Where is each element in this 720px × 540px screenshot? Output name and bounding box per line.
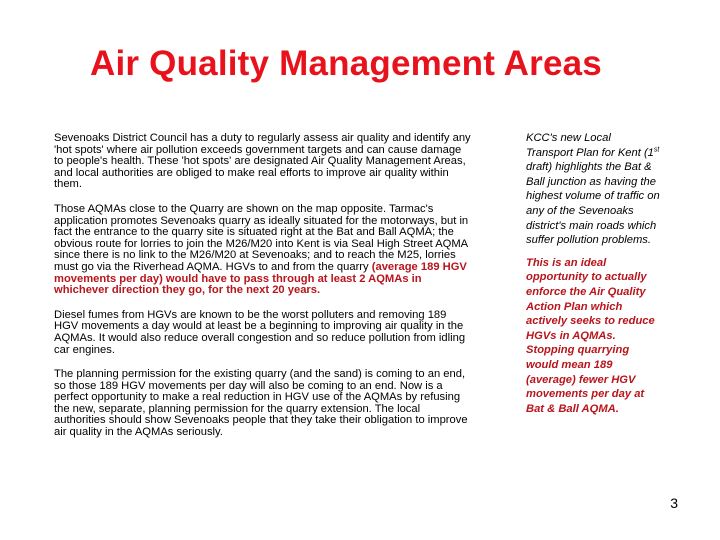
main-text-column xyxy=(54,133,472,452)
page-title: Air Quality Management Areas xyxy=(90,44,602,83)
paragraph-aqma-text: Those AQMAs close to the Quarry are shown on the map opposite. Tarmac's application promotes Sevenoaks quarry as ideally situated for the motorways, but in fact the entrance to the quarry site is situated right at the Bat and Ball AQMA; the obvious route for lorries to join the M26/M20 into Kent is via Seal High Street AQMA since there is no link to the M26/M20 at Sevenoaks; and to reach the M25, lorries must go via the Riverhead AQMA. HGVs to and from the quarry xyxy=(54,202,469,273)
paragraph-aqma-location xyxy=(54,204,472,297)
side-note-transport-plan xyxy=(526,131,660,248)
paragraph-duty: Sevenoaks District Council has a duty to regularly assess air quality and identify any 'hot spots' where air pollution exceeds government targets and can cause damage to people's health. These 'hot spots' are designated Air Quality Management Areas, and local authorities are obliged to make real efforts to improve air quality within them. xyxy=(54,132,471,191)
side-note-column xyxy=(526,131,660,424)
paragraph-diesel: Diesel fumes from HGVs are known to be the worst polluters and removing 189 HGV movements a day would at least be a beginning to improving air quality in the AQMAs. It would also reduce overall congestion and so reduce pollution from idling car engines. xyxy=(54,308,466,356)
side-note-superscript: st xyxy=(653,145,660,153)
side-note-opportunity: This is an ideal opportunity to actually enforce the Air Quality Action Plan which actively seeks to reduce HGVs in AQMAs. Stopping quarrying would mean 189 (average) fewer HGV movements per day at Bat & Ball AQMA. xyxy=(526,256,655,415)
paragraph-planning: The planning permission for the existing quarry (and the sand) is coming to an end, so those 189 HGV movements per day will also be coming to an end. Now is a perfect opportunity to make a real reduction in HGV use of the AQMAs by refusing the new, separate, planning permission for the quarry extension. The local authorities should show Sevenoaks people that they take their obligation to improve air quality in the AQMAs seriously. xyxy=(54,368,468,439)
side-note-text-a: KCC's new Local Transport Plan for Kent (1 xyxy=(526,132,654,159)
paragraph-aqma-emphasis: (average 189 HGV movements per day) would have to pass through at least 2 AQMAs in whichever direction they go, for the next 20 years. xyxy=(54,260,467,297)
page-number: 3 xyxy=(670,495,678,511)
side-note-text-b: draft) highlights the Bat & Ball junction as having the highest volume of traffic on any of the Sevenoaks district's main roads which suffer pollution problems. xyxy=(526,161,660,247)
